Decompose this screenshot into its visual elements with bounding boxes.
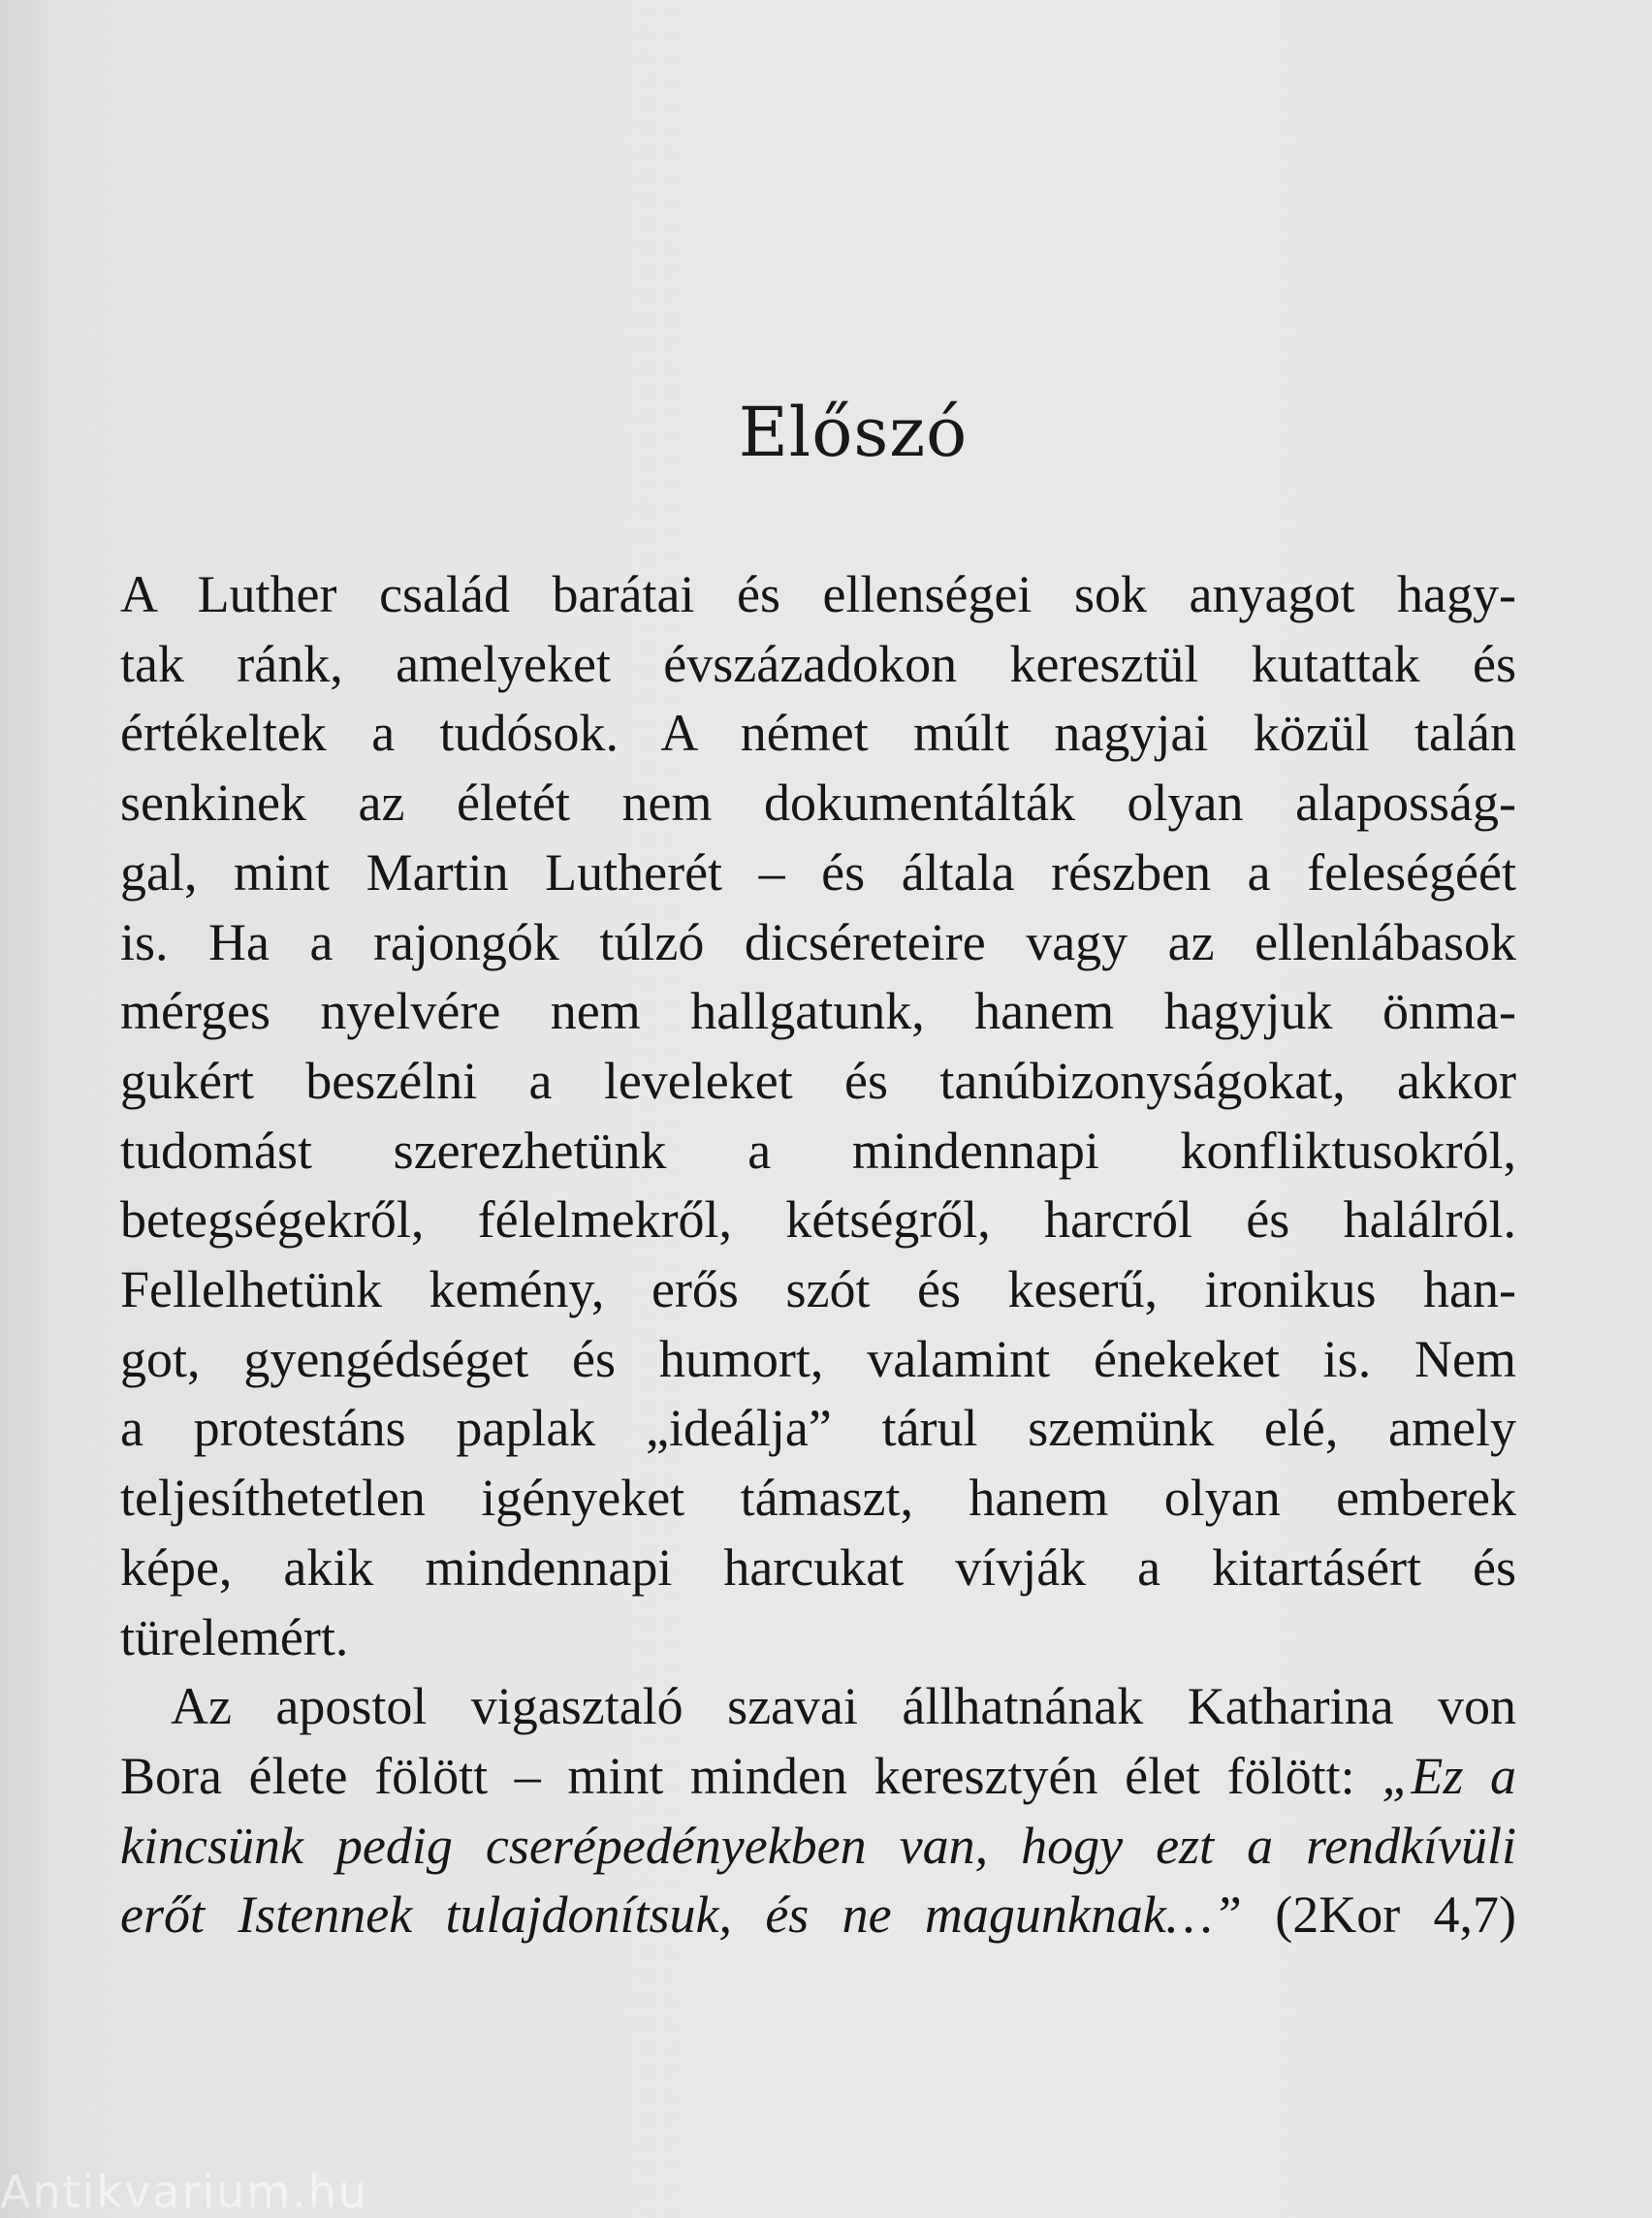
text-line: tudomást szerezhetünk a mindennapi konfliktusokról, <box>120 1121 1516 1180</box>
text-line: képe, akik mindennapi harcukat vívják a kitartásért és <box>120 1537 1516 1597</box>
text-line: gal, mint Martin Lutherét – és általa részben a feleségéét <box>120 842 1516 902</box>
text-segment: Bora élete fölött – mint minden keresztyén élet fölött: <box>120 1746 1355 1805</box>
bible-quote-start: „Ez a <box>1382 1746 1516 1805</box>
text-line: is. Ha a rajongók túlzó dicséreteire vagy az ellenlábasok <box>120 912 1516 971</box>
text-line: teljesíthetetlen igényeket támaszt, hanem olyan emberek <box>120 1469 1516 1528</box>
text-line: Fellelhetünk kemény, erős szót és keserű, ironikus han- <box>120 1260 1516 1319</box>
bible-quote-line: kincsünk pedig cserépedényekben van, hogy ezt a rendkívüli <box>120 1816 1516 1875</box>
text-line: türelemért. <box>120 1607 349 1666</box>
text-line: mérges nyelvére nem hallgatunk, hanem hagyjuk önma- <box>120 982 1516 1041</box>
paragraph-2 <box>120 1672 1516 1950</box>
text-line: a protestáns paplak „ideálja” tárul szemünk elé, amely <box>120 1399 1516 1458</box>
bible-quote-end: erőt Istennek tulajdonítsuk, és ne magunknak…” <box>120 1885 1242 1945</box>
text-line <box>120 1881 1516 1950</box>
text-line: tak ránk, amelyeket évszázadokon keresztül kutattak és <box>120 634 1516 693</box>
text-line: Az apostol vigasztaló szavai állhatnának Katharina von <box>171 1677 1516 1736</box>
body-text <box>120 560 1516 1950</box>
text-line: betegségekről, félelmekről, kétségről, harcról és halálról. <box>120 1190 1516 1250</box>
text-line: A Luther család barátai és ellenségei sok anyagot hagy- <box>120 565 1516 623</box>
watermark: Antikvarium.hu <box>0 2166 369 2218</box>
text-line: senkinek az életét nem dokumentálták olyan alaposság- <box>120 774 1516 833</box>
text-line: értékeltek a tudósok. A német múlt nagyjai közül talán <box>120 704 1516 763</box>
text-line <box>120 1742 1516 1812</box>
text-line: gukért beszélni a leveleket és tanúbizonyságokat, akkor <box>120 1051 1516 1110</box>
page-title: Előszó <box>738 393 969 472</box>
text-line: got, gyengédséget és humort, valamint énekeket is. Nem <box>120 1329 1516 1388</box>
bible-reference: (2Kor 4,7) <box>1275 1885 1516 1945</box>
paragraph-1 <box>120 560 1516 1672</box>
